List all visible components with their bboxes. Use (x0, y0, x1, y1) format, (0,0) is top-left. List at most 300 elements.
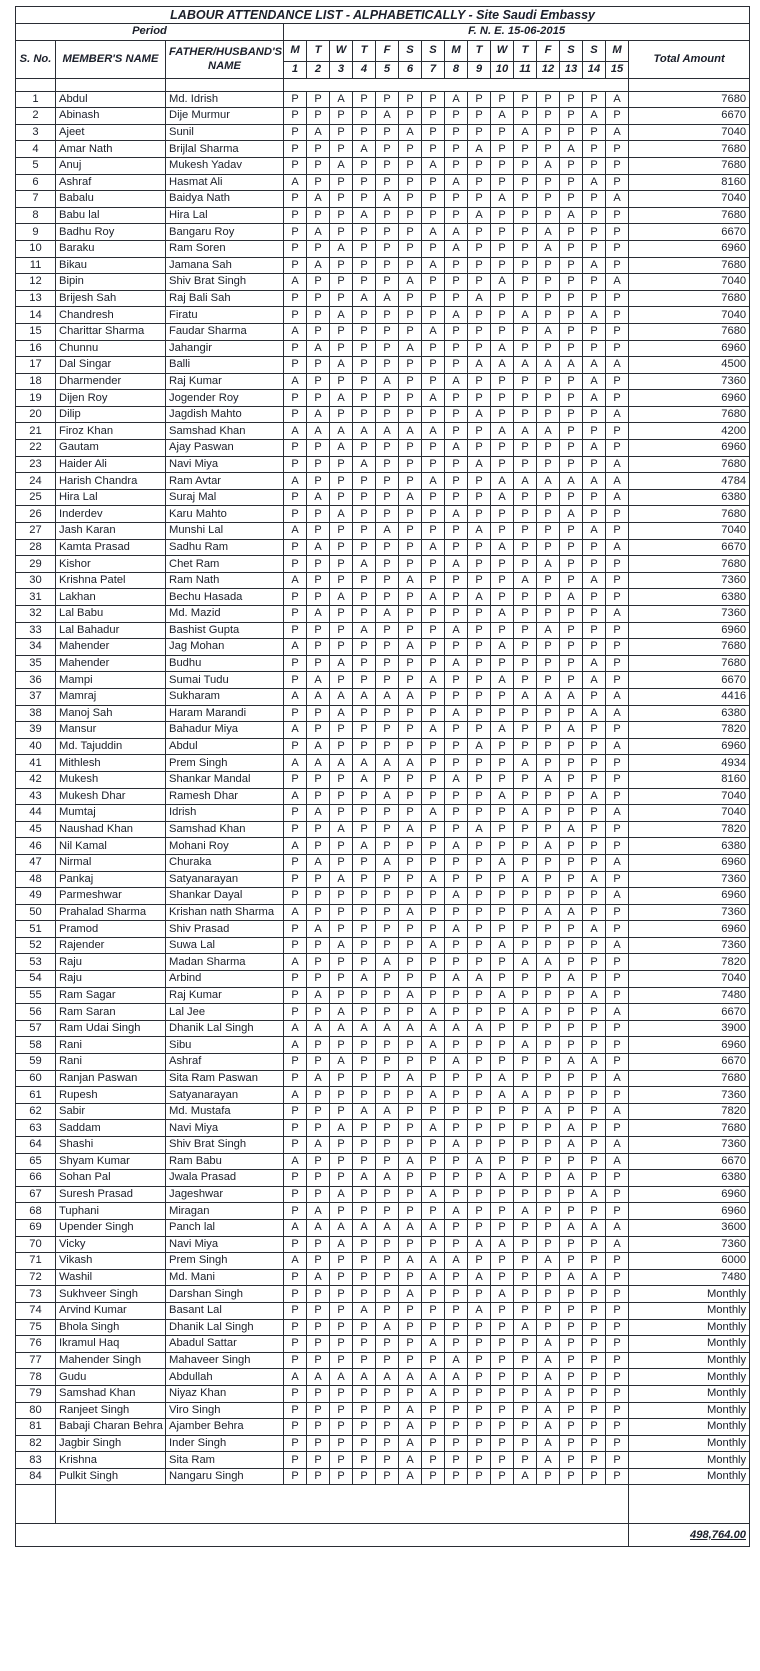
attendance-mark: P (537, 1070, 560, 1087)
attendance-mark: P (330, 1319, 353, 1336)
member-name: Bhola Singh (56, 1319, 166, 1336)
attendance-mark: P (537, 788, 560, 805)
attendance-mark: A (422, 722, 445, 739)
serial-number: 32 (16, 606, 56, 623)
attendance-mark: P (583, 191, 606, 208)
attendance-mark: P (353, 440, 376, 457)
attendance-mark: P (537, 1219, 560, 1236)
attendance-mark: P (537, 1203, 560, 1220)
attendance-mark: A (422, 1336, 445, 1353)
father-name: Churaka (166, 854, 284, 871)
serial-number: 38 (16, 705, 56, 722)
serial-number: 31 (16, 589, 56, 606)
attendance-mark: P (606, 506, 629, 523)
attendance-mark: P (560, 124, 583, 141)
attendance-mark: P (583, 489, 606, 506)
member-name: Mampi (56, 672, 166, 689)
attendance-mark: P (330, 1336, 353, 1353)
attendance-mark: A (491, 1170, 514, 1187)
attendance-mark: P (284, 871, 307, 888)
attendance-mark: P (284, 771, 307, 788)
attendance-mark: A (307, 606, 330, 623)
attendance-mark: A (353, 1020, 376, 1037)
attendance-mark: A (537, 688, 560, 705)
attendance-mark: A (537, 1419, 560, 1436)
attendance-mark: P (353, 489, 376, 506)
attendance-mark: P (491, 1385, 514, 1402)
day-header: M (284, 40, 307, 61)
total-amount: 6380 (629, 1170, 750, 1187)
attendance-mark: A (606, 1004, 629, 1021)
attendance-mark: A (376, 1103, 399, 1120)
table-row (16, 108, 750, 125)
serial-number: 70 (16, 1236, 56, 1253)
attendance-mark: P (307, 473, 330, 490)
attendance-mark: A (284, 572, 307, 589)
attendance-mark: P (514, 1253, 537, 1270)
father-name: Sita Ram Paswan (166, 1070, 284, 1087)
attendance-mark: A (422, 1004, 445, 1021)
attendance-mark: P (514, 489, 537, 506)
attendance-mark: P (307, 871, 330, 888)
attendance-mark: P (422, 1352, 445, 1369)
member-name: Ranjan Paswan (56, 1070, 166, 1087)
attendance-mark: P (376, 1070, 399, 1087)
serial-number: 60 (16, 1070, 56, 1087)
attendance-mark: P (560, 937, 583, 954)
attendance-mark: P (468, 1336, 491, 1353)
father-name: Dhanik Lal Singh (166, 1319, 284, 1336)
father-name: Bashist Gupta (166, 622, 284, 639)
attendance-mark: A (445, 91, 468, 108)
total-amount: 7820 (629, 722, 750, 739)
attendance-mark: P (468, 672, 491, 689)
table-row (16, 1153, 750, 1170)
attendance-mark: P (491, 1468, 514, 1485)
attendance-mark: P (353, 274, 376, 291)
attendance-mark: P (514, 639, 537, 656)
member-name: Upender Singh (56, 1219, 166, 1236)
attendance-mark: A (537, 556, 560, 573)
attendance-mark: A (399, 1219, 422, 1236)
attendance-mark: P (399, 1203, 422, 1220)
attendance-mark: P (330, 1170, 353, 1187)
attendance-mark: P (537, 340, 560, 357)
attendance-mark: A (307, 191, 330, 208)
attendance-mark: P (399, 722, 422, 739)
attendance-mark: P (353, 705, 376, 722)
attendance-mark: A (491, 606, 514, 623)
attendance-mark: P (606, 1419, 629, 1436)
attendance-mark: P (560, 406, 583, 423)
attendance-mark: A (537, 771, 560, 788)
attendance-mark: A (422, 423, 445, 440)
attendance-mark: A (537, 954, 560, 971)
attendance-mark: P (376, 639, 399, 656)
serial-number: 25 (16, 489, 56, 506)
attendance-mark: A (353, 1103, 376, 1120)
attendance-mark: P (330, 805, 353, 822)
table-row (16, 672, 750, 689)
attendance-mark: P (399, 921, 422, 938)
father-name: Shiv Brat Singh (166, 274, 284, 291)
attendance-mark: P (537, 174, 560, 191)
serial-number: 82 (16, 1435, 56, 1452)
attendance-mark: P (606, 1319, 629, 1336)
attendance-mark: A (330, 688, 353, 705)
father-name: Raj Bali Sah (166, 290, 284, 307)
attendance-mark: P (307, 440, 330, 457)
attendance-mark: P (606, 622, 629, 639)
attendance-mark: P (376, 274, 399, 291)
attendance-mark: P (583, 1170, 606, 1187)
attendance-mark: P (583, 290, 606, 307)
father-name: Shankar Mandal (166, 771, 284, 788)
attendance-mark: P (468, 937, 491, 954)
attendance-mark: A (491, 1286, 514, 1303)
attendance-mark: P (583, 1435, 606, 1452)
attendance-mark: A (560, 1054, 583, 1071)
day-number: 13 (560, 61, 583, 78)
attendance-mark: P (468, 805, 491, 822)
total-amount: 6380 (629, 705, 750, 722)
attendance-mark: P (491, 91, 514, 108)
father-name: Bahadur Miya (166, 722, 284, 739)
attendance-mark: P (445, 1385, 468, 1402)
attendance-mark: P (445, 1286, 468, 1303)
serial-number: 65 (16, 1153, 56, 1170)
table-row (16, 639, 750, 656)
attendance-mark: A (491, 937, 514, 954)
attendance-mark: P (468, 1103, 491, 1120)
attendance-mark: P (606, 1468, 629, 1485)
attendance-mark: P (491, 556, 514, 573)
attendance-mark: P (560, 323, 583, 340)
table-row (16, 207, 750, 224)
attendance-mark: P (353, 157, 376, 174)
attendance-mark: A (583, 871, 606, 888)
attendance-mark: P (606, 1120, 629, 1137)
attendance-mark: P (537, 1319, 560, 1336)
attendance-mark: P (445, 1402, 468, 1419)
attendance-mark: P (468, 838, 491, 855)
blank-row (16, 78, 750, 91)
serial-number: 24 (16, 473, 56, 490)
table-row (16, 489, 750, 506)
table-row (16, 1037, 750, 1054)
attendance-mark: A (537, 1103, 560, 1120)
attendance-mark: A (330, 755, 353, 772)
attendance-mark: P (606, 556, 629, 573)
attendance-mark: P (399, 290, 422, 307)
attendance-mark: P (514, 738, 537, 755)
attendance-mark: P (468, 1054, 491, 1071)
attendance-mark: P (537, 1153, 560, 1170)
attendance-mark: P (606, 1452, 629, 1469)
attendance-mark: A (583, 1219, 606, 1236)
attendance-mark: A (284, 174, 307, 191)
attendance-mark: A (491, 639, 514, 656)
attendance-mark: P (353, 788, 376, 805)
attendance-mark: A (537, 423, 560, 440)
attendance-mark: P (560, 1435, 583, 1452)
attendance-mark: P (468, 1203, 491, 1220)
attendance-mark: A (583, 473, 606, 490)
serial-number: 40 (16, 738, 56, 755)
attendance-mark: P (445, 390, 468, 407)
member-name: Baraku (56, 240, 166, 257)
attendance-mark: P (399, 539, 422, 556)
attendance-mark: A (491, 340, 514, 357)
member-name: Washil (56, 1269, 166, 1286)
attendance-mark: A (422, 1219, 445, 1236)
attendance-mark: A (330, 91, 353, 108)
attendance-mark: P (491, 572, 514, 589)
attendance-mark: P (307, 1352, 330, 1369)
attendance-mark: P (583, 506, 606, 523)
attendance-mark: P (284, 805, 307, 822)
attendance-mark: A (399, 1286, 422, 1303)
attendance-mark: P (514, 406, 537, 423)
attendance-mark: P (353, 722, 376, 739)
attendance-mark: P (284, 406, 307, 423)
attendance-mark: A (583, 373, 606, 390)
attendance-mark: P (514, 1020, 537, 1037)
serial-number: 33 (16, 622, 56, 639)
attendance-mark: P (468, 473, 491, 490)
attendance-mark: A (422, 224, 445, 241)
attendance-mark: A (491, 1070, 514, 1087)
attendance-mark: A (583, 572, 606, 589)
attendance-mark: P (307, 888, 330, 905)
attendance-mark: P (376, 1435, 399, 1452)
table-row (16, 157, 750, 174)
attendance-mark: P (491, 888, 514, 905)
total-amount: 6960 (629, 1186, 750, 1203)
attendance-mark: P (399, 257, 422, 274)
attendance-mark: P (284, 888, 307, 905)
attendance-mark: A (583, 788, 606, 805)
attendance-mark: P (491, 821, 514, 838)
attendance-mark: P (445, 141, 468, 158)
table-row (16, 506, 750, 523)
attendance-mark: A (399, 572, 422, 589)
member-name: Krishna Patel (56, 572, 166, 589)
attendance-mark: P (514, 937, 537, 954)
attendance-mark: P (514, 1402, 537, 1419)
serial-number: 13 (16, 290, 56, 307)
attendance-mark: P (330, 539, 353, 556)
attendance-mark: A (606, 688, 629, 705)
father-name: Raj Kumar (166, 373, 284, 390)
day-number: 12 (537, 61, 560, 78)
member-name: Tuphani (56, 1203, 166, 1220)
attendance-mark: P (491, 904, 514, 921)
attendance-mark: A (422, 937, 445, 954)
member-name: Naushad Khan (56, 821, 166, 838)
attendance-mark: P (537, 888, 560, 905)
attendance-mark: P (284, 307, 307, 324)
attendance-mark: P (491, 523, 514, 540)
attendance-mark: P (376, 771, 399, 788)
member-name: Charittar Sharma (56, 323, 166, 340)
total-amount: Monthly (629, 1369, 750, 1386)
attendance-mark: A (468, 1236, 491, 1253)
attendance-mark: P (468, 240, 491, 257)
attendance-mark: P (445, 755, 468, 772)
attendance-mark: P (560, 1352, 583, 1369)
attendance-mark: A (560, 589, 583, 606)
attendance-mark: P (307, 240, 330, 257)
total-amount: Monthly (629, 1468, 750, 1485)
attendance-mark: P (399, 705, 422, 722)
attendance-mark: P (307, 323, 330, 340)
attendance-mark: P (606, 440, 629, 457)
attendance-mark: P (514, 1120, 537, 1137)
attendance-mark: A (330, 1236, 353, 1253)
attendance-mark: P (491, 506, 514, 523)
attendance-mark: P (537, 191, 560, 208)
day-header: F (537, 40, 560, 61)
attendance-mark: P (514, 722, 537, 739)
attendance-mark: P (376, 1203, 399, 1220)
attendance-mark: P (376, 357, 399, 374)
attendance-mark: P (537, 274, 560, 291)
total-amount: Monthly (629, 1336, 750, 1353)
serial-number: 21 (16, 423, 56, 440)
attendance-mark: P (330, 1468, 353, 1485)
attendance-mark: A (583, 174, 606, 191)
father-name: Satyanarayan (166, 871, 284, 888)
attendance-mark: A (330, 589, 353, 606)
attendance-mark: A (606, 91, 629, 108)
attendance-mark: P (445, 1319, 468, 1336)
total-amount: 4200 (629, 423, 750, 440)
attendance-mark: A (537, 1336, 560, 1353)
attendance-mark: P (491, 1004, 514, 1021)
attendance-mark: P (514, 1103, 537, 1120)
table-row (16, 340, 750, 357)
attendance-mark: P (376, 1468, 399, 1485)
attendance-mark: P (468, 274, 491, 291)
attendance-mark: P (422, 174, 445, 191)
attendance-mark: P (284, 1004, 307, 1021)
attendance-mark: P (284, 655, 307, 672)
father-name: Faudar Sharma (166, 323, 284, 340)
total-amount: 6000 (629, 1253, 750, 1270)
attendance-mark: P (537, 390, 560, 407)
attendance-mark: P (468, 174, 491, 191)
serial-number: 8 (16, 207, 56, 224)
attendance-mark: P (399, 1236, 422, 1253)
attendance-mark: P (284, 1402, 307, 1419)
attendance-mark: A (491, 1236, 514, 1253)
attendance-mark: A (537, 473, 560, 490)
attendance-mark: P (307, 1236, 330, 1253)
attendance-mark: P (376, 506, 399, 523)
total-amount: 7360 (629, 871, 750, 888)
attendance-mark: P (399, 108, 422, 125)
attendance-mark: P (491, 755, 514, 772)
attendance-mark: P (399, 373, 422, 390)
attendance-mark: P (330, 987, 353, 1004)
attendance-mark: P (560, 622, 583, 639)
attendance-mark: A (330, 357, 353, 374)
serial-number: 66 (16, 1170, 56, 1187)
attendance-mark: P (560, 174, 583, 191)
serial-number: 37 (16, 688, 56, 705)
attendance-mark: P (353, 539, 376, 556)
member-name: Amar Nath (56, 141, 166, 158)
table-row (16, 1452, 750, 1469)
attendance-mark: P (537, 141, 560, 158)
attendance-mark: P (560, 639, 583, 656)
attendance-mark: P (606, 423, 629, 440)
attendance-mark: A (284, 639, 307, 656)
attendance-mark: P (376, 655, 399, 672)
member-name: Shyam Kumar (56, 1153, 166, 1170)
attendance-mark: P (491, 738, 514, 755)
attendance-mark: P (560, 390, 583, 407)
day-number: 2 (307, 61, 330, 78)
attendance-mark: P (376, 124, 399, 141)
father-name: Abdul (166, 738, 284, 755)
attendance-mark: A (376, 1219, 399, 1236)
attendance-mark: P (491, 224, 514, 241)
total-amount: Monthly (629, 1435, 750, 1452)
serial-number: 69 (16, 1219, 56, 1236)
total-amount: 4784 (629, 473, 750, 490)
attendance-mark: P (422, 290, 445, 307)
attendance-mark: P (606, 1203, 629, 1220)
attendance-mark: P (399, 456, 422, 473)
attendance-mark: P (514, 705, 537, 722)
table-row (16, 1120, 750, 1137)
serial-number: 61 (16, 1087, 56, 1104)
attendance-mark: P (399, 207, 422, 224)
table-row (16, 655, 750, 672)
attendance-mark: P (445, 854, 468, 871)
attendance-mark: P (514, 91, 537, 108)
attendance-mark: P (445, 738, 468, 755)
attendance-mark: P (560, 788, 583, 805)
attendance-mark: P (445, 1170, 468, 1187)
table-row (16, 606, 750, 623)
attendance-mark: P (399, 506, 422, 523)
attendance-mark: P (422, 838, 445, 855)
attendance-mark: P (307, 1319, 330, 1336)
serial-number: 80 (16, 1402, 56, 1419)
attendance-mark: P (560, 157, 583, 174)
attendance-mark: A (468, 290, 491, 307)
table-row (16, 257, 750, 274)
attendance-mark: A (537, 838, 560, 855)
total-amount: 6960 (629, 440, 750, 457)
total-amount: 7360 (629, 904, 750, 921)
attendance-mark: P (514, 987, 537, 1004)
attendance-mark: A (491, 854, 514, 871)
attendance-mark: P (583, 821, 606, 838)
table-row (16, 1020, 750, 1037)
attendance-mark: A (445, 971, 468, 988)
day-number: 14 (583, 61, 606, 78)
attendance-mark: P (537, 1170, 560, 1187)
attendance-mark: P (560, 572, 583, 589)
attendance-mark: P (560, 489, 583, 506)
attendance-mark: P (399, 888, 422, 905)
attendance-mark: A (537, 622, 560, 639)
serial-number: 3 (16, 124, 56, 141)
